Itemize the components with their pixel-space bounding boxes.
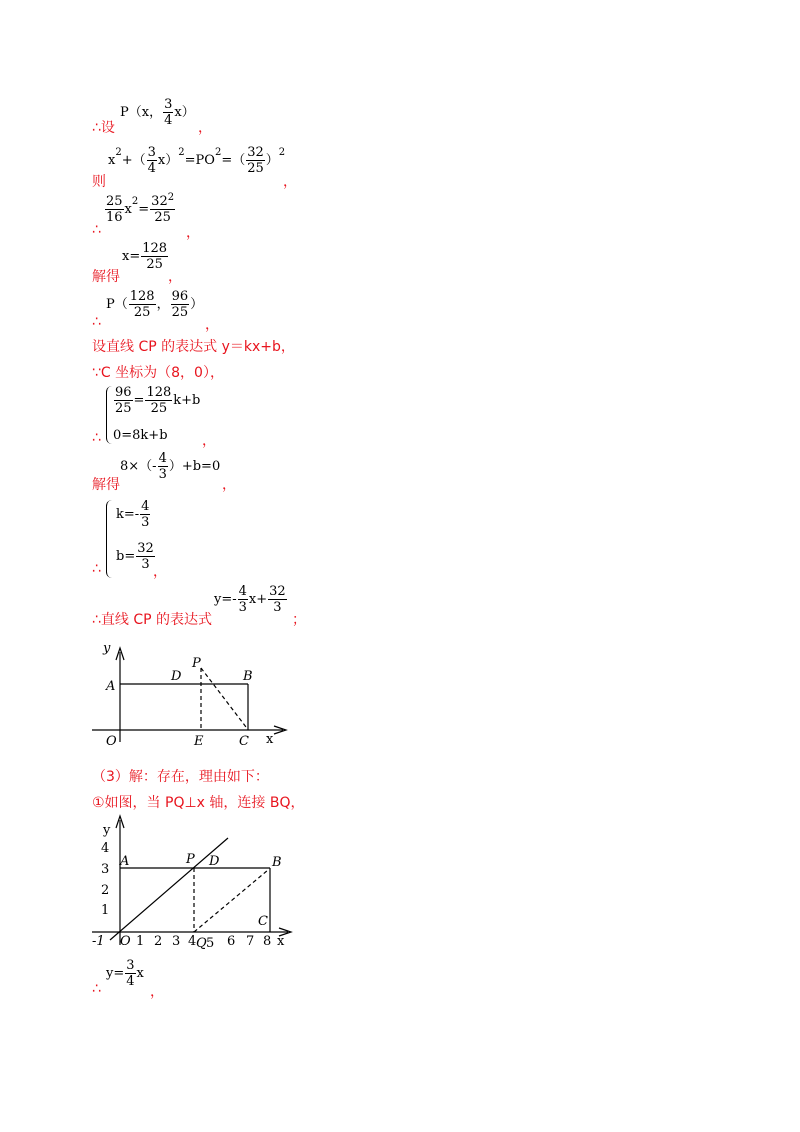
- numerator: 32: [247, 145, 264, 160]
- comma: ，: [222, 477, 236, 493]
- comma: ，: [186, 225, 200, 241]
- expr-part: y=: [106, 966, 125, 981]
- numerator: 32: [269, 584, 286, 599]
- fig1-label-a: A: [106, 679, 116, 694]
- fig2-label-p: P: [186, 852, 195, 867]
- fig2-ytick-3: 3: [101, 862, 110, 877]
- comma: ，: [205, 317, 219, 333]
- numerator: 32: [137, 541, 154, 556]
- denominator: 3: [273, 600, 282, 615]
- comma: ，: [168, 269, 182, 285]
- comma: ，: [202, 433, 216, 449]
- fig2-ytick-1: 1: [101, 903, 110, 918]
- case-1-text: ①如图，当 PQ⊥x 轴，连接 BQ，: [92, 795, 305, 811]
- numerator: 4: [141, 499, 150, 514]
- numerator: 128: [142, 241, 168, 256]
- numerator: 128: [146, 385, 172, 400]
- fig2-xtick-1: 1: [136, 934, 145, 949]
- denominator: 25: [146, 257, 163, 272]
- exponent: 2: [167, 192, 175, 203]
- therefore-symbol: ∴: [92, 314, 101, 330]
- denominator: 4: [164, 113, 173, 128]
- fig1-label-b: B: [243, 669, 253, 684]
- system-row-2: 0=8k+b: [113, 428, 168, 443]
- expr-part: =（: [221, 153, 246, 168]
- fig2-label-o: O: [120, 934, 131, 949]
- part-3-heading: （3）解：存在，理由如下：: [92, 769, 269, 785]
- expr-part: x+: [248, 592, 268, 607]
- therefore-symbol: ∴: [92, 430, 101, 446]
- line-cp-result-text: ∴直线 CP 的表达式: [92, 612, 213, 628]
- expr-part: ）: [265, 153, 279, 168]
- expr-part: 32: [151, 194, 168, 209]
- fig2-ytick-2: 2: [101, 883, 110, 898]
- numerator: 25: [106, 194, 123, 209]
- expr-part: x: [124, 202, 132, 217]
- fig2-xtick-2: 2: [154, 934, 163, 949]
- fig2-label-b: B: [272, 855, 282, 870]
- expr-part: P（x，: [120, 105, 163, 120]
- exponent: 2: [178, 147, 185, 158]
- fig2-xtick-6: 6: [227, 934, 236, 949]
- fig2-xtick-7: 7: [246, 934, 255, 949]
- expr-part: b=: [116, 549, 136, 564]
- therefore-symbol: ∴: [92, 981, 101, 997]
- fig2-xtick-3: 3: [172, 934, 181, 949]
- numerator: 4: [158, 451, 167, 466]
- expr-part: x）: [174, 105, 195, 120]
- semicolon: ；: [292, 612, 306, 628]
- numerator: 96: [171, 289, 189, 304]
- fig1-label-o: O: [106, 734, 117, 749]
- expr-part: x）: [157, 153, 179, 168]
- fig2-label-x: x: [277, 934, 285, 949]
- fig2-xtick-neg1: -1: [92, 934, 105, 949]
- denominator: 25: [154, 210, 171, 225]
- expr-part: ，: [156, 297, 170, 312]
- fig1-label-d: D: [171, 669, 182, 684]
- therefore-symbol: ∴: [92, 561, 101, 577]
- comma: ，: [150, 984, 164, 1000]
- fig2-ytick-4: 4: [101, 841, 110, 856]
- denominator: 25: [115, 401, 132, 416]
- fig2-segment-bq: [194, 870, 268, 932]
- comma: ，: [283, 174, 297, 190]
- expr-part: x=: [122, 249, 141, 264]
- denominator: 25: [171, 305, 189, 320]
- fig1-label-y: y: [103, 641, 111, 656]
- comma: ，: [198, 120, 212, 136]
- denominator: 25: [150, 401, 168, 416]
- fig2-label-c: C: [258, 914, 268, 929]
- fig2-label-y: y: [103, 823, 111, 838]
- numerator: 128: [129, 289, 155, 304]
- fraction: [125, 959, 135, 988]
- expr-part: =: [133, 393, 145, 408]
- exponent: 2: [214, 147, 222, 158]
- numerator: 96: [115, 385, 132, 400]
- denominator: 25: [247, 161, 264, 176]
- expr-part: ）: [190, 297, 204, 312]
- expr-part: x: [136, 966, 144, 981]
- solve-text: 解得: [92, 269, 120, 285]
- expr-part: =PO: [184, 153, 215, 168]
- expr-part: k+b: [173, 393, 201, 408]
- numerator: 3: [164, 97, 173, 112]
- fig1-label-c: C: [239, 734, 249, 749]
- numerator: 4: [238, 584, 247, 599]
- fig1-label-x: x: [266, 732, 274, 747]
- expr-part: P（: [106, 297, 128, 312]
- solve-text: 解得: [92, 477, 120, 493]
- expr-part: x: [108, 153, 116, 168]
- therefore-let-text: ∴设: [92, 120, 115, 136]
- expr-part: =: [138, 202, 150, 217]
- point-c-coordinate-text: ∵C 坐标为（8，0），: [92, 365, 224, 381]
- expr-part: k=-: [116, 507, 140, 522]
- fig2-xtick-5: 5: [206, 936, 215, 951]
- exponent: 2: [131, 196, 139, 207]
- expr-part: y=-: [214, 592, 237, 607]
- comma: ，: [153, 564, 167, 580]
- fig1-label-p: P: [192, 656, 201, 671]
- exponent: 2: [278, 147, 286, 158]
- fig2-xtick-8: 8: [263, 934, 272, 949]
- denominator: 25: [133, 305, 151, 320]
- fig2-label-q: Q: [196, 936, 207, 951]
- expr-part: +（: [121, 153, 146, 168]
- fig2-xtick-4: 4: [188, 934, 197, 949]
- expr-part: ）+b=0: [168, 459, 221, 474]
- denominator: 3: [141, 557, 150, 572]
- denominator: 16: [106, 210, 123, 225]
- denominator: 3: [158, 467, 167, 482]
- numerator: 3: [147, 145, 156, 160]
- then-text: 则: [92, 174, 106, 190]
- denominator: 4: [147, 161, 156, 176]
- denominator: 3: [238, 600, 247, 615]
- expr-part: 8×（-: [120, 459, 157, 474]
- line-cp-setup-text: 设直线 CP 的表达式 y＝kx+b，: [92, 339, 295, 355]
- fig2-label-a: A: [120, 854, 130, 869]
- denominator: 3: [141, 515, 150, 530]
- fig1-label-e: E: [194, 734, 204, 749]
- numerator: 3: [126, 958, 135, 973]
- line-op-equation: [106, 959, 144, 988]
- therefore-symbol: ∴: [92, 222, 101, 238]
- fig2-label-d: D: [209, 854, 220, 869]
- denominator: 4: [126, 974, 135, 989]
- exponent: 2: [115, 147, 122, 158]
